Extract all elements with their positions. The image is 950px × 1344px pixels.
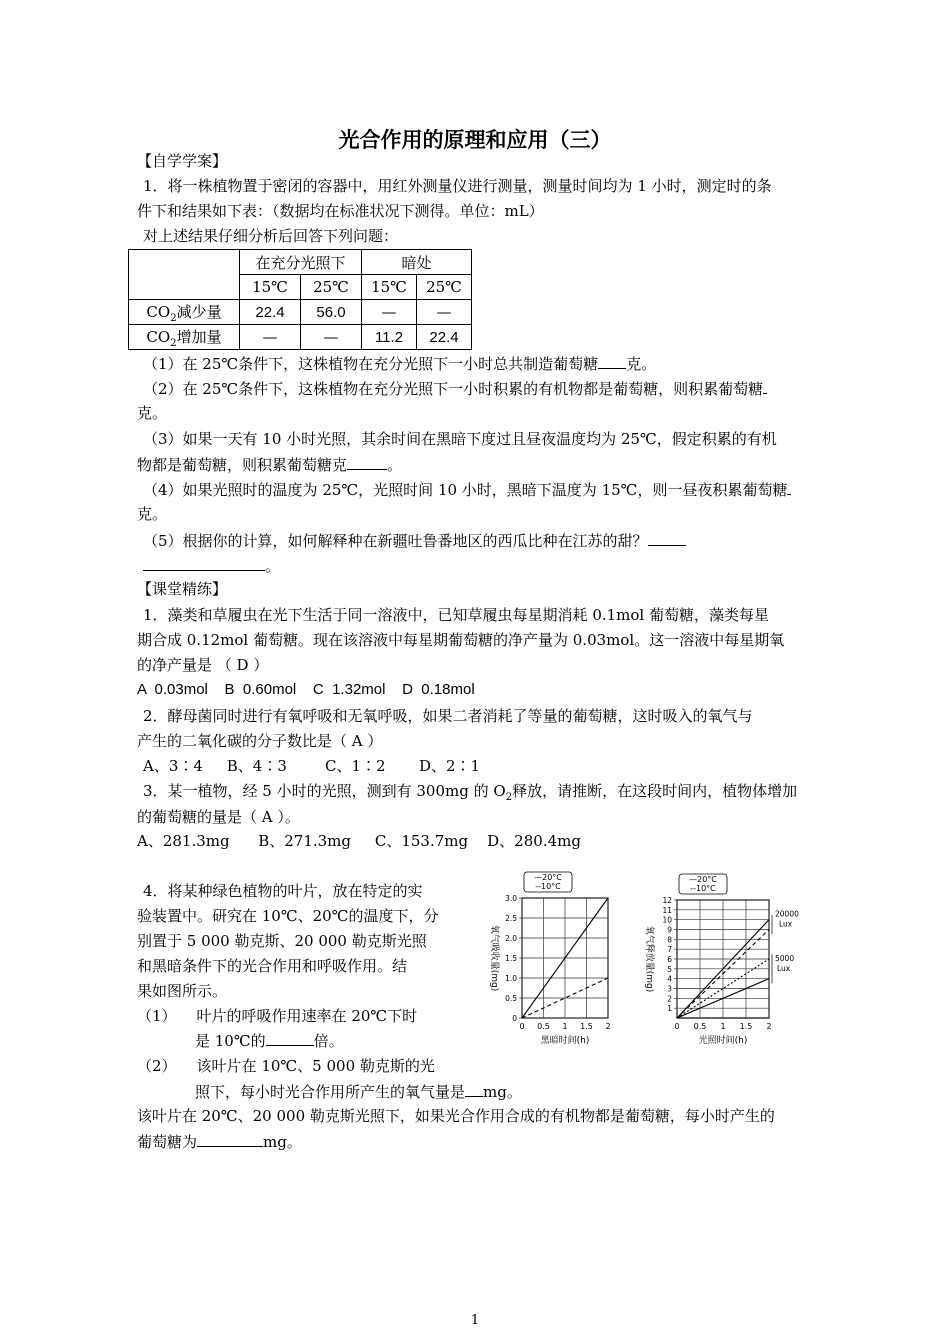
answer-blank[interactable] — [598, 352, 626, 369]
answer-blank[interactable] — [648, 529, 686, 546]
sub-question-4: （4）如果光照时的温度为 25℃，光照时间 10 小时，黑暗下温度为 15℃，则一昼夜积累葡萄糖 — [143, 478, 823, 501]
table-temp: 25℃ — [417, 275, 472, 300]
p3-line2: 的葡萄糖的量是（ A ）。 — [137, 808, 300, 826]
p3-options: A、281.3mg B、271.3mg C、153.7mg D、280.4mg — [137, 832, 581, 850]
sub-question-1: （1）在 25℃条件下，这株植物在充分光照下一小时总共制造葡萄糖 克。 — [143, 352, 823, 375]
table-cell: — — [417, 300, 472, 325]
sub-question-2-end: 克。 — [137, 404, 168, 422]
q1-line1: 1．将一株植物置于密闭的容器中，用红外测量仪进行测量，测量时间均为 1 小时，测定时的条 — [143, 177, 772, 195]
table-cell: — — [240, 325, 301, 350]
y-axis-label: 氧气吸收量(mg) — [489, 924, 499, 992]
y-tick-label: 2.5 — [505, 914, 517, 923]
p2-line1: 2．酵母菌同时进行有氧呼吸和无氧呼吸，如果二者消耗了等量的葡萄糖，这时吸入的氧气与 — [143, 707, 753, 725]
sub-question-5: （5）根据你的计算，如何解释种在新疆吐鲁番地区的西瓜比种在江苏的甜？ — [143, 529, 823, 552]
x-tick-label: 1.5 — [580, 1022, 593, 1031]
p4-line4: 和黑暗条件下的光合作用和呼吸作用。结 — [137, 957, 408, 975]
p3-line1: 3．某一植物，经 5 小时的光照，测到有 300mg 的 $O_2$释放，请推断，在这段时间内，植物体增加 — [143, 782, 798, 803]
x-tick-label: 1.5 — [739, 1022, 753, 1031]
y-tick-label: 7 — [667, 945, 672, 955]
y-tick-label: 9 — [667, 925, 672, 935]
p4-line2: 验装置中。研究在 10℃、20℃的温度下，分 — [137, 907, 439, 925]
p2-options: A、3∶4 B、4∶3 C、1∶2 D、2∶1 — [143, 757, 481, 775]
answer-blank[interactable] — [787, 478, 791, 495]
answer-blank[interactable] — [763, 377, 767, 394]
table-cell: 56.0 — [301, 300, 362, 325]
x-tick-label: 1 — [720, 1022, 726, 1031]
p4-sub3-line1: 该叶片在 20℃、20 000 勒克斯光照下，如果光合作用合成的有机物都是葡萄糖，每小时产生的 — [137, 1107, 775, 1125]
sub-question-5-end: 。 — [143, 554, 823, 577]
sub-question-4-end: 克。 — [137, 505, 168, 523]
table-cell: 11.2 — [362, 325, 417, 350]
legend-entry: --10°C — [535, 882, 561, 891]
answer-blank[interactable] — [347, 453, 387, 470]
p2-line2: 产生的二氧化碳的分子数比是（ A ） — [137, 732, 383, 750]
x-tick-label: 0 — [674, 1022, 680, 1031]
sub-question-3: （3）如果一天有 10 小时光照，其余时间在黑暗下度过且昼夜温度均为 25℃，假定积累的有机 — [143, 430, 777, 448]
page-title: 光合作用的原理和应用（三） — [338, 128, 612, 152]
row-label-co2-increase: $CO_2$增加量 — [129, 325, 240, 350]
y-tick-label: 2 — [667, 994, 672, 1004]
table-cell: — — [362, 300, 417, 325]
y-tick-label: 11 — [662, 905, 672, 915]
y-tick-label: 0 — [512, 1014, 517, 1023]
table-group-dark: 暗处 — [362, 250, 472, 275]
legend-entry: —20°C — [689, 875, 717, 884]
annotation-label: 5000 — [775, 953, 795, 963]
p1-line2: 期合成 0.12mol 葡萄糖。现在该溶液中每星期葡萄糖的净产量为 0.03mol。这一溶液中每星期氧 — [137, 631, 785, 649]
p4-line5: 果如图所示。 — [137, 982, 228, 1000]
y-tick-label: 3 — [667, 984, 672, 994]
p1-line1: 1．藻类和草履虫在光下生活于同一溶液中，已知草履虫每星期消耗 0.1mol 葡萄糖，藻类每星 — [143, 606, 769, 624]
y-tick-label: 10 — [662, 915, 672, 925]
table-temp: 25℃ — [301, 275, 362, 300]
p4-line1: 4．将某种绿色植物的叶片，放在特定的实 — [143, 882, 423, 900]
q1-line2: 件下和结果如下表：（数据均在标准状况下测得。单位：mL） — [137, 202, 544, 220]
page-number: 1 — [470, 1313, 480, 1328]
p1-options: A 0.03mol B 0.60mol C 1.32mol D 0.18mol — [137, 681, 475, 698]
x-tick-label: 1 — [562, 1022, 568, 1031]
experiment-charts — [478, 870, 808, 1054]
p4-sub3-line2: 葡萄糖为 mg。 — [137, 1130, 817, 1153]
table-temp: 15℃ — [362, 275, 417, 300]
x-tick-label: 0.5 — [537, 1022, 550, 1031]
answer-blank[interactable] — [143, 554, 265, 571]
x-axis-label: 黑暗时间(h) — [540, 1036, 590, 1046]
y-tick-label: 0.5 — [505, 994, 517, 1003]
p4-sub2: （2） 该叶片在 10℃、5 000 勒克斯的光 — [137, 1057, 435, 1075]
p4-sub1-cont: 是 10℃的 倍。 — [195, 1029, 875, 1052]
y-tick-label: 2.0 — [505, 934, 517, 943]
sub-question-2: （2）在 25℃条件下，这株植物在充分光照下一小时积累的有机物都是葡萄糖，则积累葡萄糖 — [143, 377, 823, 400]
y-tick-label: 4 — [667, 974, 672, 984]
p4-line3: 别置于 5 000 勒克斯、20 000 勒克斯光照 — [137, 932, 427, 950]
annotation-label: 20000 — [775, 909, 799, 919]
p1-line3: 的净产量是 （ D ） — [137, 656, 269, 674]
y-tick-label: 5 — [667, 964, 672, 974]
row-label-co2-decrease: $CO_2$减少量 — [129, 300, 240, 325]
x-tick-label: 2 — [766, 1022, 772, 1031]
legend-entry: --10°C — [690, 884, 716, 893]
table-group-light: 在充分光照下 — [240, 250, 362, 275]
table-cell: 22.4 — [240, 300, 301, 325]
y-tick-label: 12 — [662, 896, 672, 905]
answer-blank[interactable] — [465, 1080, 483, 1097]
answer-blank[interactable] — [197, 1130, 263, 1147]
practice-header: 【课堂精练】 — [137, 580, 228, 598]
y-tick-label: 1 — [667, 1004, 672, 1014]
table-temp: 15℃ — [240, 275, 301, 300]
x-tick-label: 0.5 — [693, 1022, 707, 1031]
x-tick-label: 0 — [519, 1022, 525, 1031]
x-axis-label: 光照时间(h) — [698, 1036, 748, 1046]
y-tick-label: 3.0 — [505, 894, 517, 903]
y-tick-label: 6 — [667, 955, 672, 964]
table-cell: — — [301, 325, 362, 350]
table-cell: 22.4 — [417, 325, 472, 350]
charts-svg — [478, 870, 808, 1050]
answer-blank[interactable] — [266, 1029, 314, 1046]
x-tick-label: 2 — [605, 1022, 611, 1031]
annotation-label: Lux — [777, 963, 791, 973]
p4-sub2-cont: 照下，每小时光合作用所产生的氧气量是 mg。 — [195, 1080, 875, 1103]
annotation-label: Lux — [779, 919, 793, 929]
legend-entry: —20°C — [534, 873, 562, 882]
p4-sub1: （1） 叶片的呼吸作用速率在 20℃下时 — [137, 1007, 418, 1025]
table-corner — [129, 250, 240, 300]
y-tick-label: 1.5 — [505, 954, 517, 963]
y-tick-label: 1.0 — [505, 974, 517, 983]
sub-question-3-end: 物都是葡萄糖，则积累葡萄糖克 。 — [137, 453, 817, 476]
y-tick-label: 8 — [667, 935, 672, 945]
results-table — [128, 249, 472, 350]
q1-line3: 对上述结果仔细分析后回答下列问题： — [143, 227, 399, 245]
y-axis-label: 氧气释放量(mg) — [644, 925, 654, 993]
self-study-header: 【自学学案】 — [137, 152, 228, 170]
